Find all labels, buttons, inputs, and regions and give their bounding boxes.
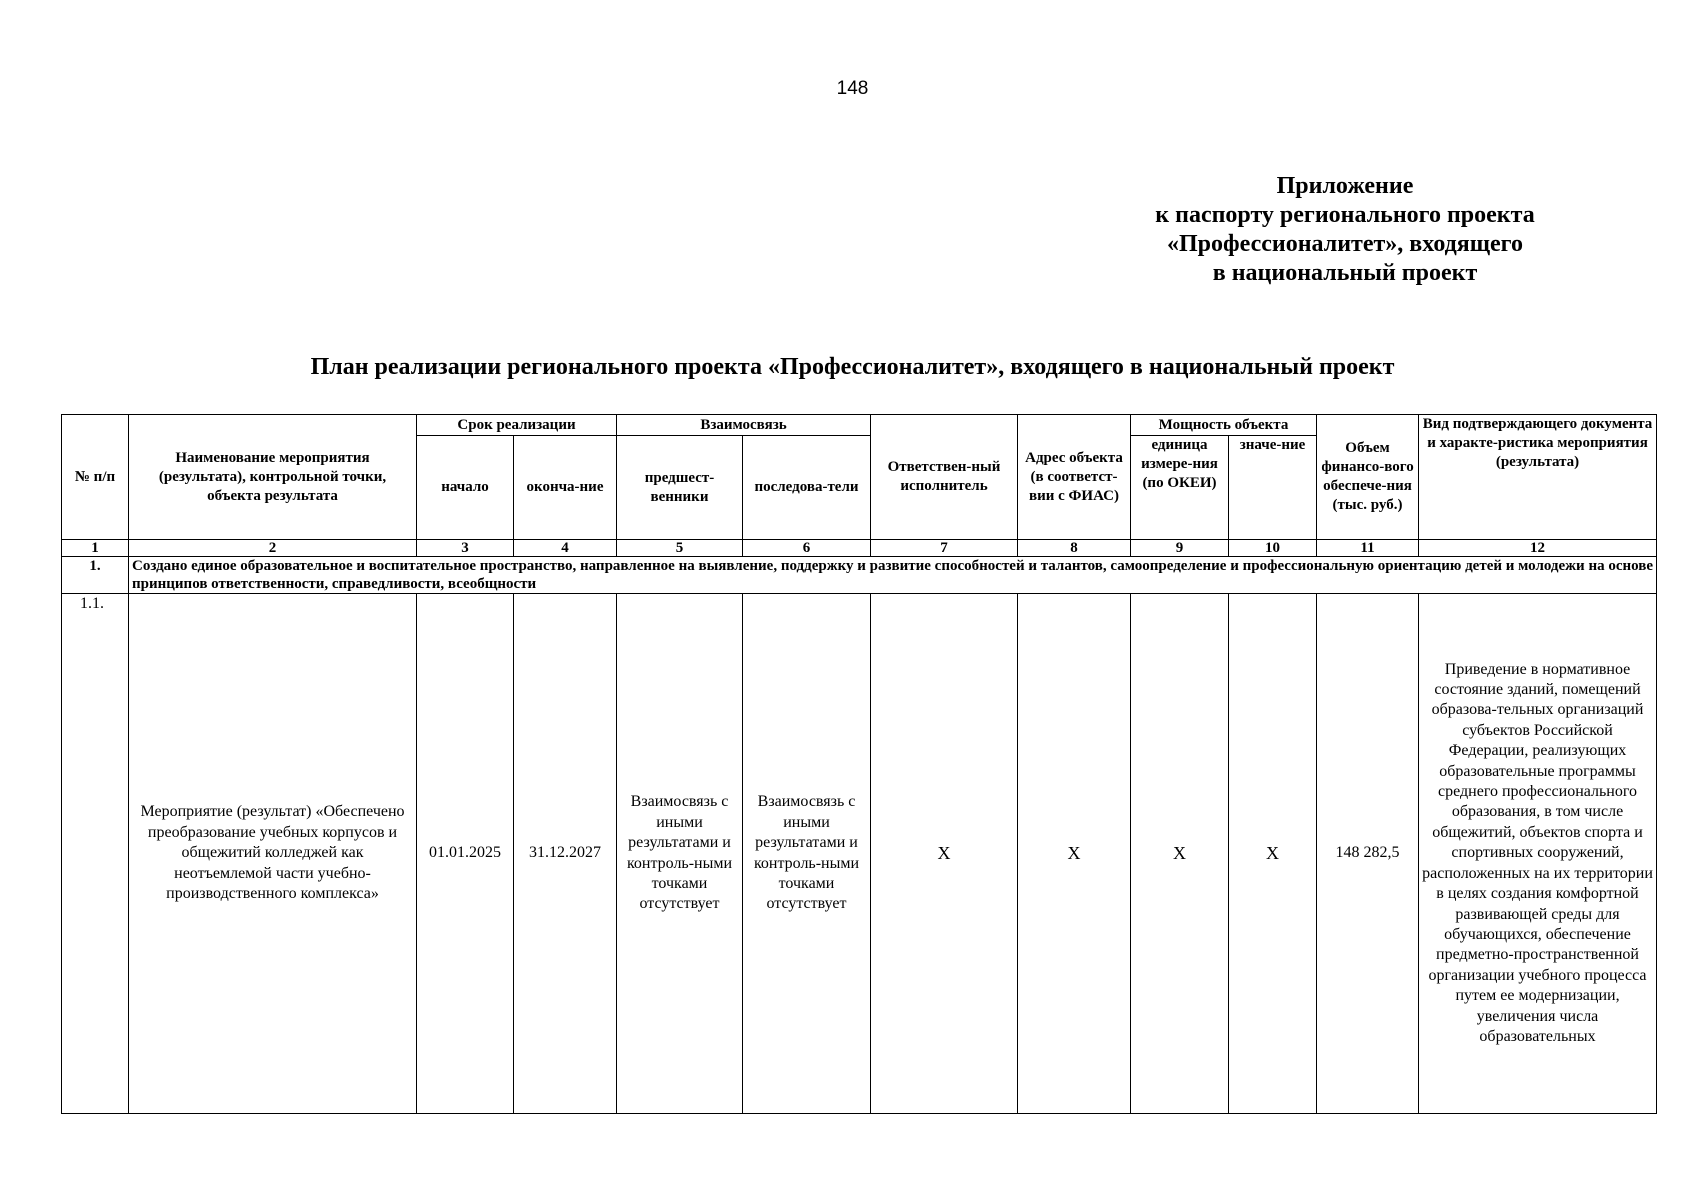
column-number: 6 <box>743 540 871 557</box>
row-start: 01.01.2025 <box>417 594 514 1114</box>
header-responsible: Ответствен-ный исполнитель <box>871 415 1018 540</box>
header-end: оконча-ние <box>514 436 617 540</box>
appendix-heading <box>1150 172 1540 288</box>
header-capacity-group: Мощность объекта <box>1131 415 1317 436</box>
table-row <box>62 594 1657 1114</box>
row-successors: Взаимосвязь с иными результатами и контроль-ными точками отсутствует <box>743 594 871 1114</box>
header-start: начало <box>417 436 514 540</box>
header-term-group: Срок реализации <box>417 415 617 436</box>
row-responsible: Х <box>871 594 1018 1114</box>
row-unit: Х <box>1131 594 1229 1114</box>
header-row-1 <box>62 415 1657 436</box>
row-volume: 148 282,5 <box>1317 594 1419 1114</box>
appendix-line-1: Приложение <box>1276 173 1414 199</box>
header-name: Наименование мероприятия (результата), контрольной точки, объекта результата <box>129 415 417 540</box>
column-number: 11 <box>1317 540 1419 557</box>
header-document: Вид подтверждающего документа и характе-ристика мероприятия (результата) <box>1419 415 1657 540</box>
column-number: 9 <box>1131 540 1229 557</box>
header-value: значе-ние <box>1229 436 1317 540</box>
header-address: Адрес объекта (в соответст-вии с ФИАС) <box>1018 415 1131 540</box>
section-text: Создано единое образовательное и воспитательное пространство, направленное на выявление, поддержку и развитие способностей и талантов, самоопределение и профессиональную ориентацию детей и молодежи на основе принципов ответственности, справедливости, всеобщности <box>129 557 1657 594</box>
header-unit: единица измере-ния (по ОКЕИ) <box>1131 436 1229 540</box>
header-successors: последова-тели <box>743 436 871 540</box>
row-name: Мероприятие (результат) «Обеспечено преобразование учебных корпусов и общежитий колледжей как неотъемлемой части учебно-производственного комплекса» <box>129 594 417 1114</box>
column-number: 3 <box>417 540 514 557</box>
column-number: 2 <box>129 540 417 557</box>
appendix-line-3: «Профессионалитет», входящего <box>1167 231 1523 257</box>
plan-title: План реализации регионального проекта «Профессионалитет», входящего в национальный проект <box>310 354 1395 380</box>
row-num: 1.1. <box>62 594 129 1114</box>
header-predecessors: предшест-венники <box>617 436 743 540</box>
column-number: 4 <box>514 540 617 557</box>
header-volume: Объем финансо-вого обеспече-ния (тыс. руб.) <box>1317 415 1419 540</box>
plan-table <box>61 414 1657 1114</box>
page-number: 148 <box>836 78 869 99</box>
header-num: № п/п <box>62 415 129 540</box>
appendix-line-2: к паспорту регионального проекта <box>1155 202 1535 228</box>
column-number: 7 <box>871 540 1018 557</box>
column-number: 1 <box>62 540 129 557</box>
appendix-line-4: в национальный проект <box>1212 260 1478 286</box>
column-number: 5 <box>617 540 743 557</box>
header-relation-group: Взаимосвязь <box>617 415 871 436</box>
row-document: Приведение в нормативное состояние зданий, помещений образова-тельных организаций субъектов Российской Федерации, реализующих образовательные программы среднего профессионального образования, в том числе общежитий, объектов спорта и спортивных сооружений, расположенных на их территории в целях создания комфортной развивающей среды для обучающихся, обеспечение предметно-пространственной организации учебного процесса путем ее модернизации, увеличения числа образовательных <box>1419 594 1657 1114</box>
column-number: 8 <box>1018 540 1131 557</box>
row-address: Х <box>1018 594 1131 1114</box>
column-number: 12 <box>1419 540 1657 557</box>
row-end: 31.12.2027 <box>514 594 617 1114</box>
section-row <box>62 557 1657 594</box>
column-numbers-row <box>62 540 1657 557</box>
row-value: Х <box>1229 594 1317 1114</box>
row-predecessors: Взаимосвязь с иными результатами и контроль-ными точками отсутствует <box>617 594 743 1114</box>
column-number: 10 <box>1229 540 1317 557</box>
section-num: 1. <box>62 557 129 594</box>
